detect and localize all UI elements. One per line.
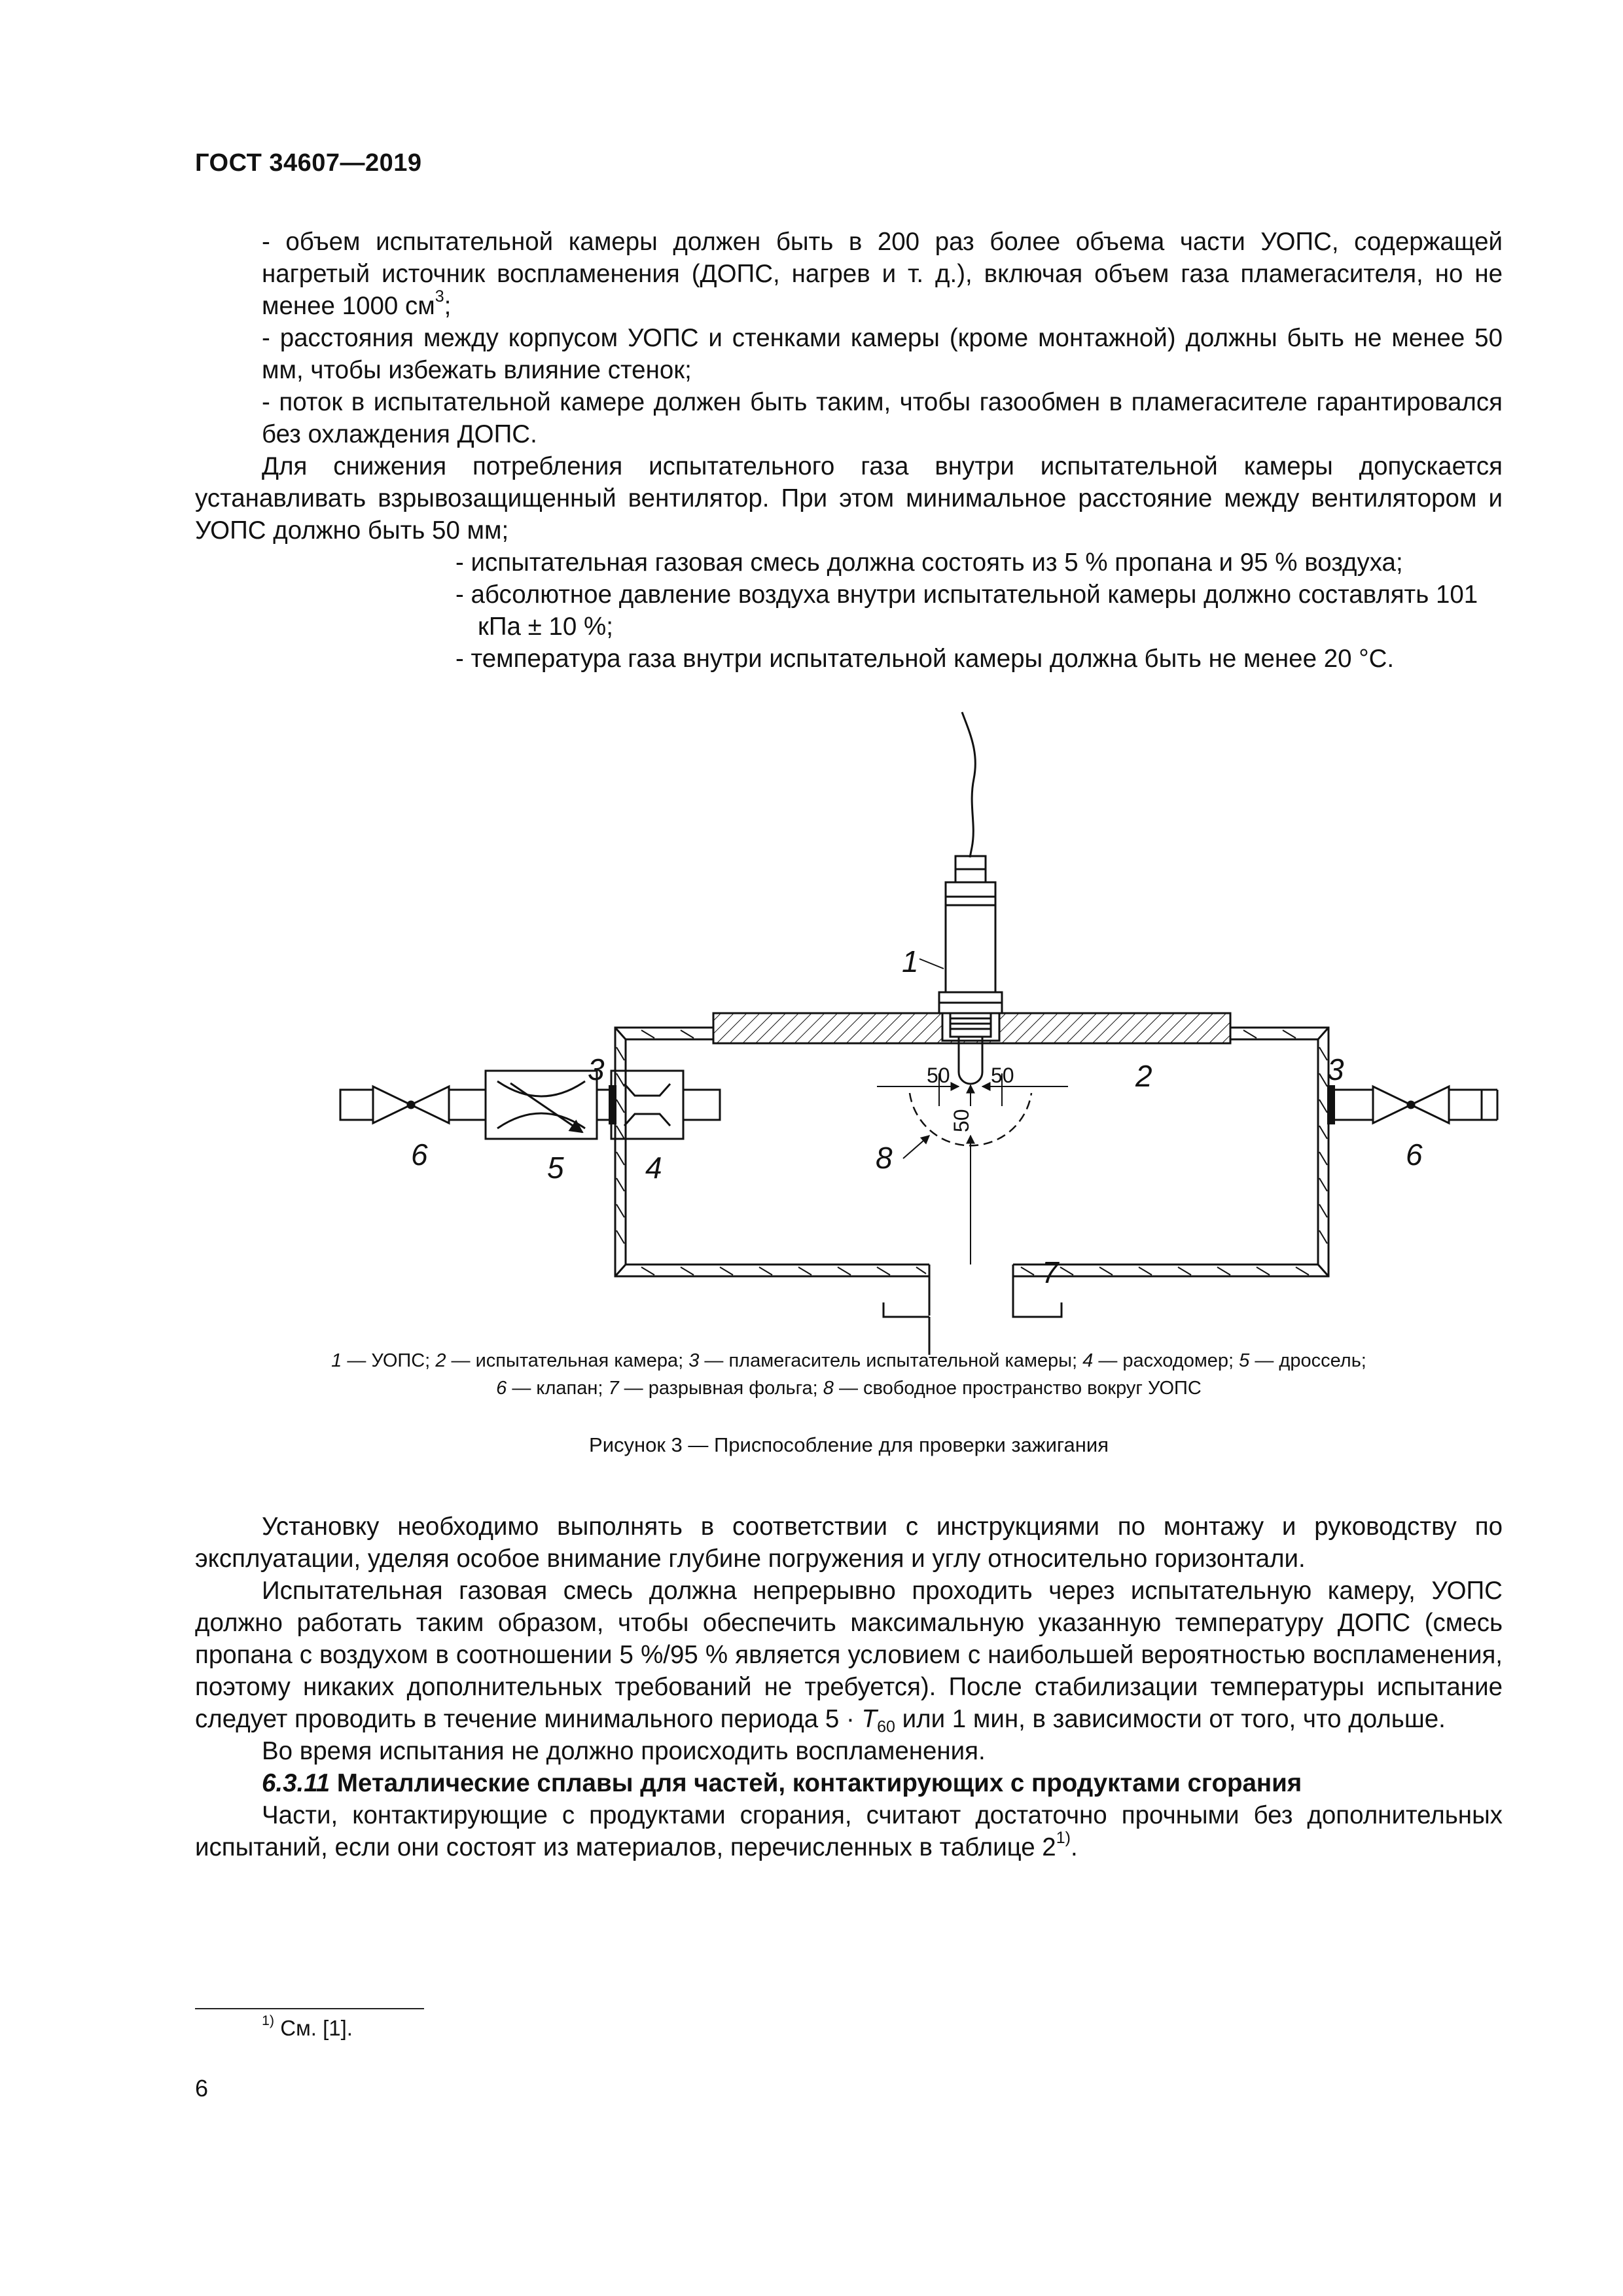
footnote-separator [195, 2008, 424, 2009]
page-number: 6 [195, 2075, 209, 2102]
label-valve-right: 6 [1406, 1138, 1423, 1172]
paragraph-wall-distance: - расстояния между корпусом УОПС и стенками камеры (кроме монтажной) должны быть не менее 50 мм, чтобы избежать влияние стенок; [262, 324, 1503, 384]
label-foil: 7 [1042, 1255, 1059, 1289]
dimension-left: 50 [927, 1064, 950, 1087]
paragraph-gas-exchange: - поток в испытательной камере должен быть таким, чтобы газообмен в пламегасителе гарантировался без охлаждения ДОПС. [262, 388, 1503, 448]
label-flowmeter: 4 [645, 1151, 662, 1185]
footnote: $^{1)}$ См. [1]. [262, 2012, 353, 2040]
dimension-vertical: 50 [950, 1109, 973, 1132]
section-heading-6-3-11: 6.3.11 Металлические сплавы для частей, контактирующих с продуктами сгорания [262, 1769, 1302, 1797]
paragraph-fan: Для снижения потребления испытательного газа внутри испытательной камеры допускается устанавливать взрывозащищенный вентилятор. При этом минимальное расстояние между вентилятором и УОПС должно быть 50 мм; [195, 452, 1503, 545]
document-standard-number: ГОСТ 34607—2019 [195, 149, 422, 177]
left-flame-arrester [609, 1085, 616, 1124]
right-flame-arrester [1327, 1085, 1335, 1124]
label-chamber: 2 [1135, 1059, 1152, 1093]
legend-line-2: 6 — клапан; 7 — разрывная фольга; 8 — свободное пространство вокруг УОПС [496, 1378, 1202, 1399]
paragraph-chamber-volume: - объем испытательной камеры должен быть в 200 раз более объема части УОПС, содержащей нагретый источник воспламенения (ДОПС, нагрев и т. д.), включая объем газа пламегасителя, но не менее 1000 $см^3$; [262, 228, 1503, 320]
paragraph-no-ignition: Во время испытания не должно происходить воспламенения. [262, 1737, 986, 1765]
flowmeter-box [611, 1071, 683, 1139]
requirement-pressure: - абсолютное давление воздуха внутри испытательной камеры должно составлять 101 кПа ± 10 %; [455, 581, 1478, 641]
paragraph-test-procedure: Испытательная газовая смесь должна непрерывно проходить через испытательную камеру, УОПС должно работать таким образом, чтобы обеспечить максимальную указанную температуру ДОПС (смесь пропана с воздухом в соотношении 5 %/95 % является условием с наибольшей вероятностью воспламенения, поэтому никаких дополнительных требований не требуется). После стабилизации температуры испытание следует проводить в течение минимального периода $5 \cdot T_{60}$ или 1 мин, в зависимости от того, что дольше. [195, 1577, 1503, 1736]
requirement-gas-mixture: - испытательная газовая смесь должна состоять из 5 % пропана и 95 % воздуха; [455, 548, 1403, 577]
figure-title: Рисунок 3 — Приспособление для проверки зажигания [589, 1433, 1109, 1456]
label-free-space: 8 [876, 1141, 893, 1175]
paragraph-metal-alloys: Части, контактирующие с продуктами сгорания, считают достаточно прочными без дополнительных испытаний, если они состоят из материалов, перечисленных в таблице 2$^{1)}$. [195, 1801, 1503, 1861]
dimension-right: 50 [991, 1064, 1014, 1087]
requirement-temperature: - температура газа внутри испытательной камеры должна быть не менее 20 °С. [455, 645, 1395, 673]
right-pipeline [1334, 1086, 1497, 1123]
sensor-cable [962, 712, 975, 857]
legend-line-1: 1 — УОПС; 2 — испытательная камера; 3 — пламегаситель испытательной камеры; 4 — расходомер; 5 — дроссель; [331, 1350, 1366, 1371]
test-chamber [615, 1028, 1329, 1276]
figure-ignition-test-fixture [314, 707, 1423, 1316]
paragraph-installation: Установку необходимо выполнять в соответствии с инструкциями по монтажу и руководству по эксплуатации, уделяя особое внимание глубине погружения и углу относительно горизонтали. [195, 1513, 1503, 1573]
rupture-foil-outlet [883, 1265, 1061, 1355]
sensor-body [946, 882, 995, 992]
intro-text [195, 226, 1503, 675]
label-sensor: 1 [902, 944, 919, 978]
label-arrester-left: 3 [588, 1052, 605, 1086]
figure-legend [195, 1347, 1503, 1402]
label-throttle: 5 [547, 1151, 564, 1185]
body-text [195, 1511, 1503, 1863]
fixture-diagram [314, 707, 1423, 1316]
left-pipeline [340, 1071, 720, 1139]
label-arrester-right: 3 [1327, 1052, 1344, 1086]
label-valve-left: 6 [411, 1138, 428, 1172]
sensor-thread [950, 1013, 991, 1037]
